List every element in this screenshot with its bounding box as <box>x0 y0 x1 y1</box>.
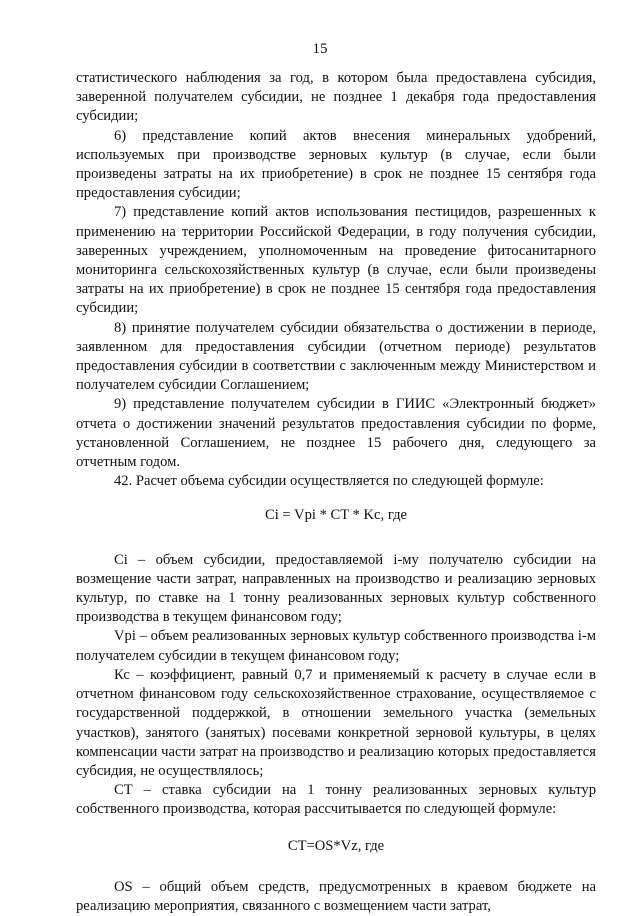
paragraph-item-9: 9) представление получателем субсидии в ГИИС «Электронный бюджет» отчета о достижении значений результатов предоставления субсидии по форме, установленной Соглашением, не позднее 15 рабочего дня, следующего за отчетным годом. <box>76 396 596 471</box>
paragraph-continuation: статистического наблюдения за год, в котором была предоставлена субсидия, заверенной получателем субсидии, не позднее 1 декабря года предоставления субсидии; <box>76 70 596 125</box>
definition-ci: Ci – объем субсидии, предоставляемой i-му получателю субсидии на возмещение части затрат, направленных на производство и реализацию зерновых культур, по ставке на 1 тонну реализованных зерновых культур собственного производства в текущем финансовом году; <box>76 551 596 626</box>
paragraph-item-6: 6) представление копий актов внесения минеральных удобрений, используемых при производстве зерновых культур (в случае, если были произведены затраты на их приобретение) в срок не позднее 15 сентября года предоставления субсидии; <box>76 127 596 202</box>
definition-kc: Кс – коэффициент, равный 0,7 и применяемый к расчету в случае если в отчетном финансовом году сельскохозяйственное страхование, осуществляемое с государственной поддержкой, в отношении земельного участка (земельных участков), занятого (занятых) посевами конкретной зерновой культуры, в целях компенсации части затрат на производство и реализацию которых предоставляется субсидия, не осуществлялось; <box>76 666 596 779</box>
definition-os: OS – общий объем средств, предусмотренных в краевом бюджете на реализацию мероприятия, связанного с возмещением части затрат, <box>76 878 596 914</box>
paragraph-item-8: 8) принятие получателем субсидии обязательства о достижении в периоде, заявленном для предоставления субсидии (отчетном периоде) результатов предоставления субсидии в соответствии с заключенным между Министерством и получателем субсидии Соглашением; <box>76 319 596 394</box>
page-number: 15 <box>312 41 328 57</box>
document-body <box>76 69 596 916</box>
definition-ct: СТ – ставка субсидии на 1 тонну реализованных зерновых культур собственного производства, которая рассчитывается по следующей формуле: <box>76 782 596 818</box>
formula-ct: CT=OS*Vz, где <box>287 837 385 854</box>
definition-vpi: Vpi – объем реализованных зерновых культур собственного производства i-м получателем субсидии в текущем финансовом году; <box>76 628 596 664</box>
paragraph-item-7: 7) представление копий актов использования пестицидов, разрешенных к применению на территории Российской Федерации, в году получения субсидии, заверенных учреждением, уполномоченным на проведение фитосанитарного мониторинга сельскохозяйственных культур (в случае, если были произведены затраты на их приобретение) в срок не позднее 15 сентября года предоставления субсидии; <box>76 204 596 317</box>
paragraph-section-42: 42. Расчет объема субсидии осуществляется по следующей формуле: <box>114 473 544 490</box>
formula-ci: Ci = Vpi * CT * Kc, где <box>265 507 407 524</box>
